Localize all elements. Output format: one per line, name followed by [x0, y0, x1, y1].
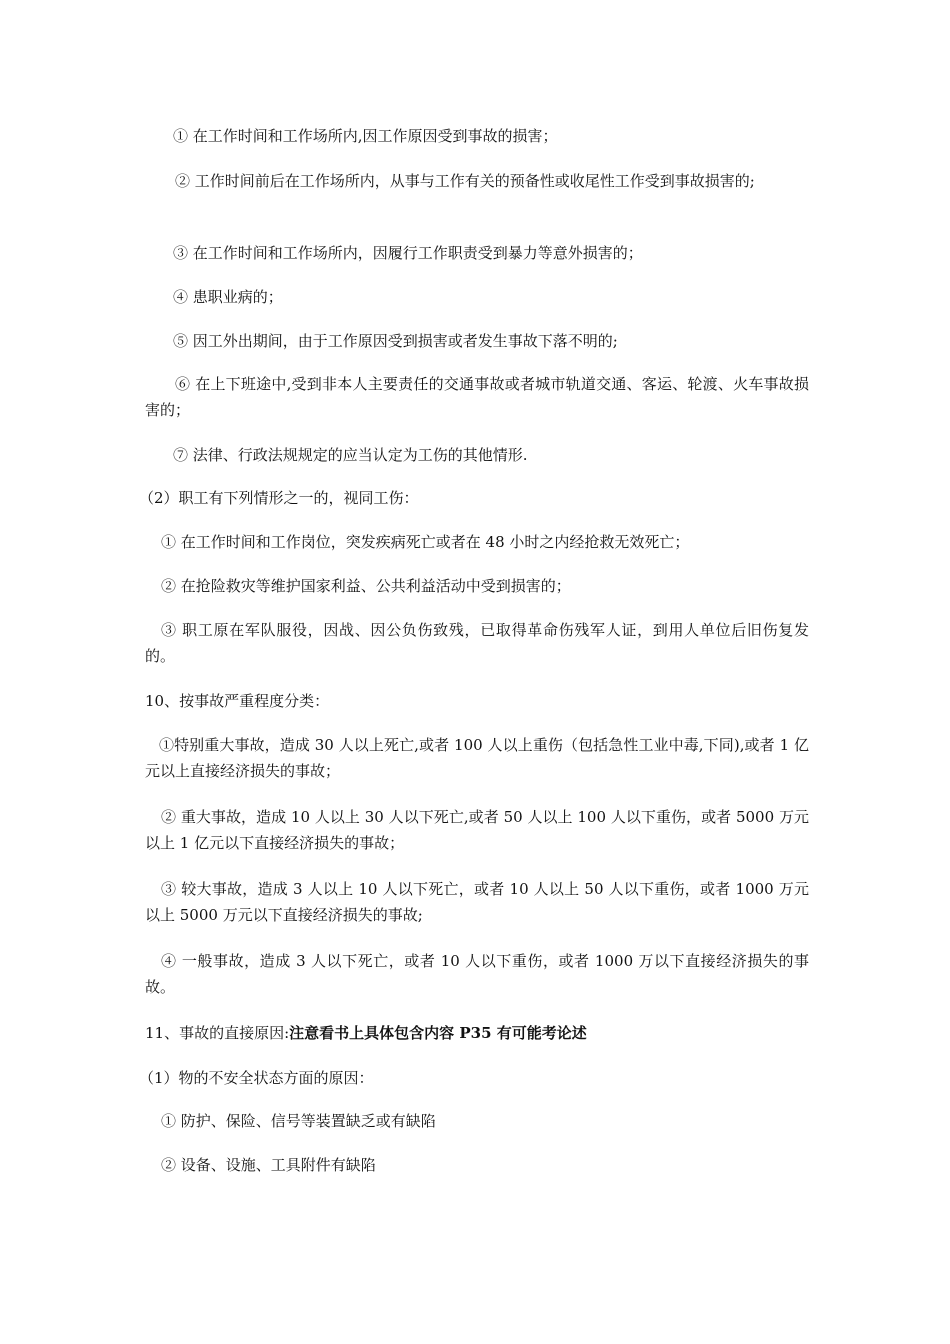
paragraph-item-9: ② 在抢险救灾等维护国家利益、公共利益活动中受到损害的；: [161, 577, 571, 595]
paragraph-item-5: ⑤ 因工外出期间，由于工作原因受到损害或者发生事故下落不明的;: [173, 332, 618, 350]
paragraph-item-12: ② 重大事故，造成 10 人以上 30 人以下死亡,或者 50 人以上 100 人以下重伤，或者 5000 万元以上 1 亿元以下直接经济损失的事故；: [145, 808, 809, 852]
paragraph-item-6: ⑥ 在上下班途中,受到非本人主要责任的交通事故或者城市轨道交通、客运、轮渡、火车事故损害的；: [145, 375, 809, 419]
paragraph-item-10: ③ 职工原在军队服役，因战、因公负伤致残，已取得革命伤残军人证，到用人单位后旧伤复发的。: [145, 621, 809, 665]
section-heading-11: 11、事故的直接原因:注意看书上具体包含内容 P35 有可能考论述: [145, 1024, 587, 1042]
section-heading-10: 10、按事故严重程度分类：: [145, 692, 330, 710]
paragraph-item-7: ⑦ 法律、行政法规规定的应当认定为工伤的其他情形.: [173, 446, 528, 464]
section-heading-1: （1）物的不安全状态方面的原因：: [139, 1069, 374, 1087]
paragraph-item-2: ② 工作时间前后在工作场所内，从事与工作有关的预备性或收尾性工作受到事故损害的;: [175, 172, 755, 190]
paragraph-item-11: ①特别重大事故，造成 30 人以上死亡,或者 100 人以上重伤（包括急性工业中毒,下同),或者 1 亿元以上直接经济损失的事故；: [145, 736, 809, 780]
paragraph-item-15: ① 防护、保险、信号等装置缺乏或有缺陷: [161, 1112, 436, 1130]
section-heading-2: （2）职工有下列情形之一的，视同工伤：: [139, 489, 419, 507]
paragraph-item-16: ② 设备、设施、工具附件有缺陷: [161, 1156, 376, 1174]
paragraph-item-1: ① 在工作时间和工作场所内,因工作原因受到事故的损害；: [173, 127, 558, 145]
paragraph-item-13: ③ 较大事故，造成 3 人以上 10 人以下死亡，或者 10 人以上 50 人以下重伤，或者 1000 万元以上 5000 万元以下直接经济损失的事故;: [145, 880, 809, 924]
paragraph-item-4: ④ 患职业病的；: [173, 288, 283, 306]
paragraph-item-8: ① 在工作时间和工作岗位，突发疾病死亡或者在 48 小时之内经抢救无效死亡；: [161, 533, 690, 551]
paragraph-item-14: ④ 一般事故，造成 3 人以下死亡，或者 10 人以下重伤，或者 1000 万以下直接经济损失的事故。: [145, 952, 809, 996]
paragraph-item-3: ③ 在工作时间和工作场所内，因履行工作职责受到暴力等意外损害的；: [173, 244, 643, 262]
highlight-note: 注意看书上具体包含内容 P35 有可能考论述: [289, 1024, 587, 1042]
